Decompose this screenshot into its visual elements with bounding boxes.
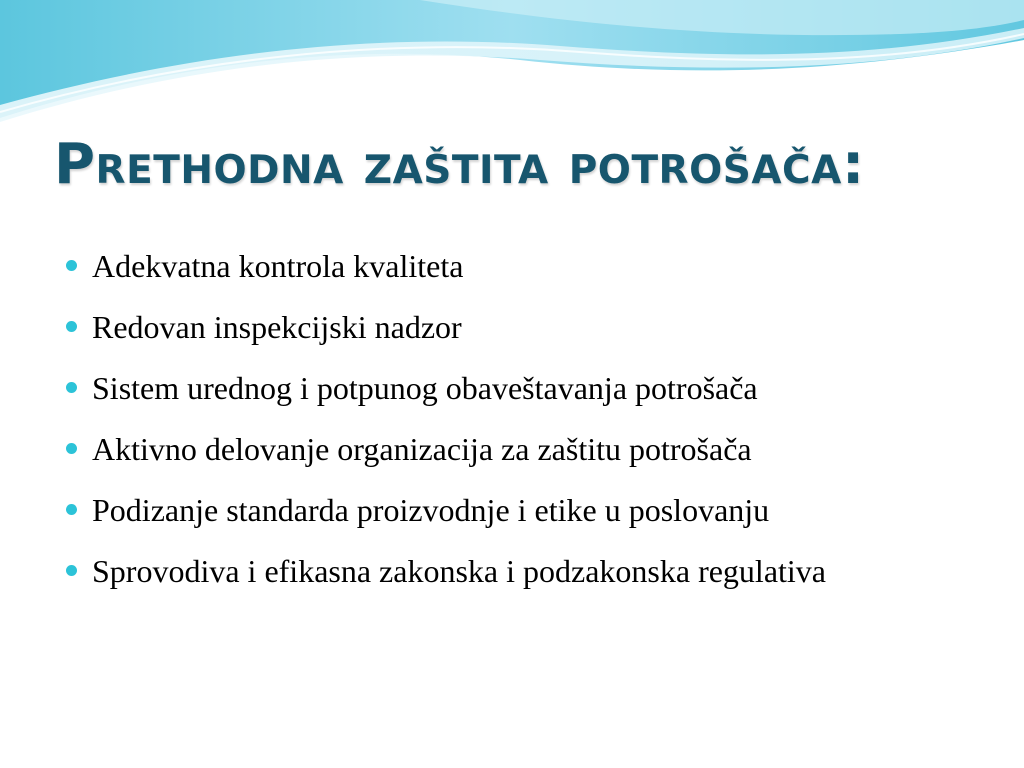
bullet-item — [62, 366, 982, 410]
bullet-dot-icon — [66, 565, 77, 576]
bullet-list — [62, 244, 982, 610]
bullet-text: Sprovodiva i efikasna zakonska i podzakonska regulativa — [92, 553, 826, 589]
bullet-dot-icon — [66, 382, 77, 393]
bullet-dot-icon — [66, 260, 77, 271]
bullet-text: Redovan inspekcijski nadzor — [92, 309, 462, 345]
bullet-item — [62, 305, 982, 349]
bullet-item — [62, 244, 982, 288]
header-wave-decoration — [0, 0, 1024, 130]
bullet-text: Podizanje standarda proizvodnje i etike u poslovanju — [92, 492, 770, 528]
bullet-item — [62, 427, 982, 471]
bullet-item — [62, 488, 982, 532]
bullet-dot-icon — [66, 504, 77, 515]
bullet-dot-icon — [66, 443, 77, 454]
bullet-item — [62, 549, 982, 593]
bullet-text: Aktivno delovanje organizacija za zaštitu potrošača — [92, 431, 752, 467]
bullet-dot-icon — [66, 321, 77, 332]
bullet-text: Adekvatna kontrola kvaliteta — [92, 248, 464, 284]
slide-title: Prethodna zaštita potrošača: — [54, 132, 865, 197]
bullet-text: Sistem urednog i potpunog obaveštavanja potrošača — [92, 370, 758, 406]
